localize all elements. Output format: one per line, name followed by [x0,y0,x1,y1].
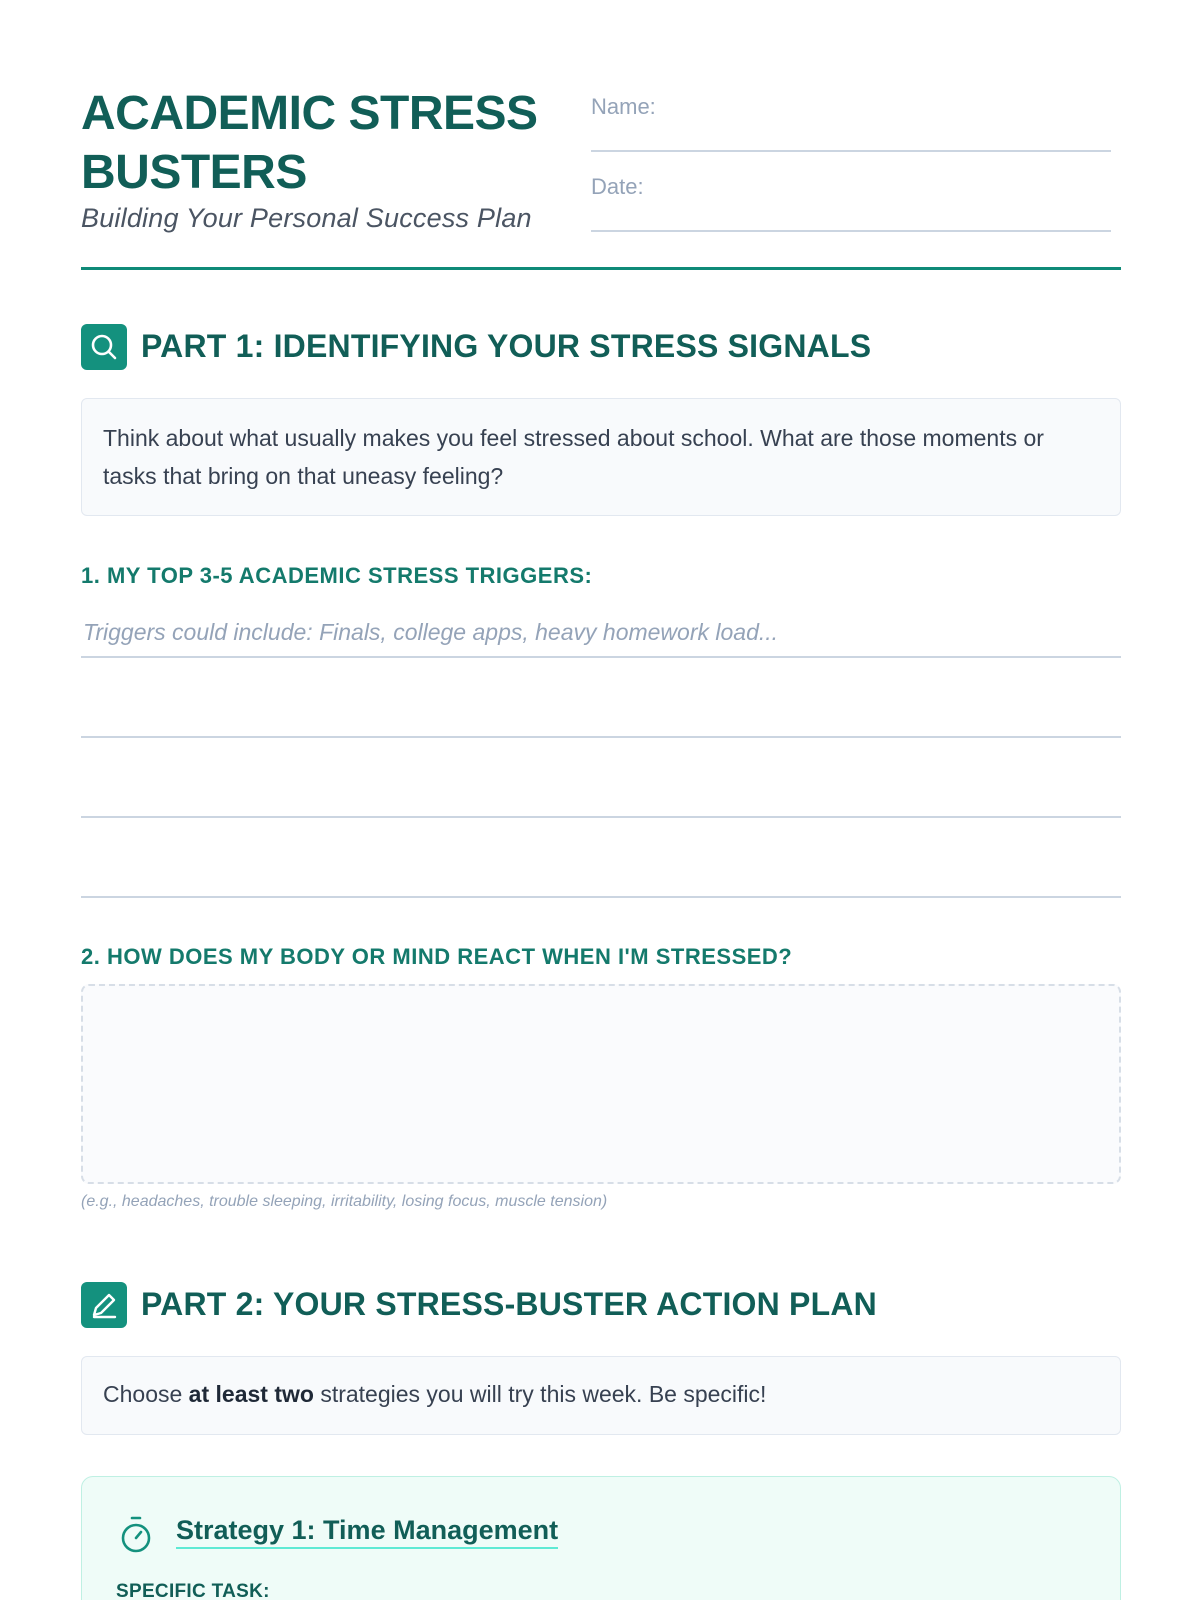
trigger-line-1[interactable] [81,656,1121,658]
pencil-icon [81,1282,127,1328]
part2-intro-after: strategies you will try this week. Be specific! [313,1381,767,1407]
strategy-1-title: Strategy 1: Time Management [176,1515,558,1549]
search-icon [81,324,127,370]
question-2-label: 2. HOW DOES MY BODY OR MIND REACT WHEN I'M STRESSED? [81,944,793,969]
part2-title: PART 2: YOUR STRESS-BUSTER ACTION PLAN [141,1286,877,1322]
name-field[interactable] [591,84,1111,152]
name-label: Name: [591,94,656,119]
stopwatch-icon [118,1515,154,1555]
page-title: ACADEMIC STRESS BUSTERS [81,87,538,199]
strategy-1-card [81,1476,1121,1600]
trigger-line-2[interactable] [81,736,1121,738]
part2-intro-box [81,1356,1121,1435]
part1-intro-box [81,398,1121,516]
date-field[interactable] [591,164,1111,232]
part2-intro-before: Choose [103,1381,189,1407]
question-1-label: 1. MY TOP 3-5 ACADEMIC STRESS TRIGGERS: [81,563,593,588]
specific-task-label: SPECIFIC TASK: [116,1581,270,1600]
worksheet-header [81,84,1121,270]
trigger-line-4[interactable] [81,896,1121,898]
part2-intro-emphasis: at least two [188,1381,314,1407]
trigger-line-3[interactable] [81,816,1121,818]
body-reaction-hint: (e.g., headaches, trouble sleeping, irritability, losing focus, muscle tension) [81,1193,608,1210]
part1-header [81,324,1121,370]
date-label: Date: [591,174,644,199]
triggers-hint: Triggers could include: Finals, college apps, heavy homework load... [83,619,779,645]
part2-header [81,1282,1121,1328]
part1-intro-text: Think about what usually makes you feel stressed about school. What are those moments or tasks that bring on that uneasy feeling? [103,425,1044,489]
part1-title: PART 1: IDENTIFYING YOUR STRESS SIGNALS [141,328,872,364]
body-reaction-answer-box[interactable] [81,984,1121,1184]
page-subtitle: Building Your Personal Success Plan [81,203,532,233]
